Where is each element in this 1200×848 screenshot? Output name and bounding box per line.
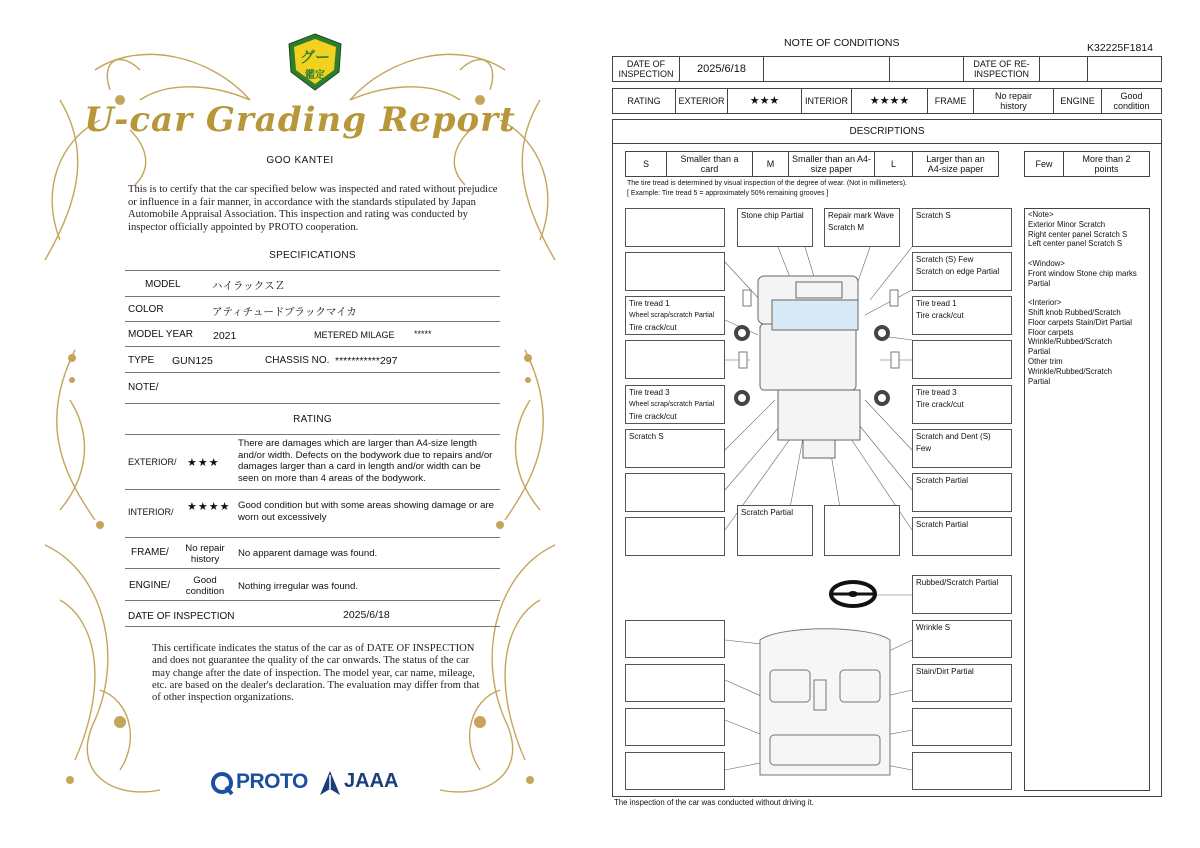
legend-m-desc: Smaller than an A4-size paper bbox=[788, 152, 874, 176]
divider bbox=[125, 626, 500, 627]
note-line: Partial bbox=[1028, 347, 1051, 357]
condition-box bbox=[625, 752, 725, 790]
condition-text: Wheel scrap/scratch Partial bbox=[629, 401, 715, 408]
exterior-label: EXTERIOR/ bbox=[128, 457, 177, 467]
tread-note-2: [ Example: Tire tread 5 = approximately 50% remaining grooves ] bbox=[627, 190, 829, 197]
divider bbox=[125, 346, 500, 347]
metered-mileage-label: METERED MILAGE bbox=[314, 330, 395, 340]
condition-box-front-right-tire bbox=[912, 296, 1012, 335]
divider bbox=[125, 296, 500, 297]
divider bbox=[125, 537, 500, 538]
note-line: Other trim bbox=[1028, 356, 1063, 366]
condition-box-scratch-dent bbox=[912, 429, 1012, 468]
note-line: Left center panel Scratch S bbox=[1028, 239, 1123, 249]
condition-box-scratch bbox=[912, 208, 1012, 247]
engine-value: Good condition bbox=[1101, 89, 1161, 113]
condition-text: Wrinkle S bbox=[916, 623, 951, 632]
note-line: <Note> bbox=[1028, 210, 1054, 219]
condition-text: Wheel scrap/scratch Partial bbox=[629, 312, 715, 319]
condition-box bbox=[625, 208, 725, 247]
condition-text: Scratch Partial bbox=[916, 520, 969, 529]
condition-box bbox=[625, 340, 725, 379]
reference-number: K32225F1814 bbox=[1087, 42, 1153, 54]
divider bbox=[125, 489, 500, 490]
note-line: Right center panel Scratch S bbox=[1028, 229, 1128, 239]
condition-text: Scratch and Dent (S) Few bbox=[916, 432, 991, 453]
condition-box-left-scratch bbox=[625, 429, 725, 468]
condition-text: Scratch on edge Partial bbox=[916, 267, 1000, 276]
engine-value: Good condition bbox=[185, 575, 225, 597]
exterior-stars: ★★★ bbox=[727, 89, 801, 113]
color-label: COLOR bbox=[128, 304, 164, 315]
condition-text: Scratch M bbox=[828, 223, 865, 232]
condition-box-scratch-few bbox=[912, 252, 1012, 291]
frame-value: No repair history bbox=[973, 89, 1053, 113]
model-year-value: 2021 bbox=[213, 330, 237, 342]
interior-stars: ★★★★ bbox=[851, 89, 927, 113]
condition-text: Scratch Partial bbox=[741, 508, 794, 517]
model-year-label: MODEL YEAR bbox=[128, 329, 194, 340]
note-of-conditions bbox=[600, 0, 1200, 848]
legend-l-desc: Larger than an A4-size paper bbox=[912, 152, 998, 176]
engine-label: ENGINE/ bbox=[129, 580, 171, 591]
condition-text: Stain/Dirt Partial bbox=[916, 667, 974, 676]
condition-text: Scratch (S) Few bbox=[916, 255, 974, 264]
condition-box-rear-scratch bbox=[737, 505, 813, 556]
engine-label: ENGINE bbox=[1053, 89, 1101, 113]
rating-heading: RATING bbox=[293, 414, 332, 425]
condition-text: Rubbed/Scratch Partial bbox=[916, 578, 999, 587]
note-line: <Interior> bbox=[1028, 298, 1062, 308]
note-line: Floor carpets Stain/Dirt Partial bbox=[1028, 317, 1132, 327]
divider bbox=[125, 568, 500, 569]
tread-note-1: The tire tread is determined by visual inspection of the degree of wear. (Not in millimeters). bbox=[627, 180, 908, 187]
svg-text:グー: グー bbox=[299, 48, 331, 66]
legend-l: L bbox=[874, 152, 912, 176]
metered-mileage-value: ***** bbox=[414, 329, 432, 339]
proto-logo: PROTO bbox=[236, 770, 308, 793]
date-of-inspection-value: 2025/6/18 bbox=[679, 57, 763, 81]
chassis-value: ***********297 bbox=[335, 355, 398, 367]
jaaa-logo-icon bbox=[318, 769, 342, 797]
condition-box-stain bbox=[912, 664, 1012, 702]
steering-wheel-icon bbox=[831, 582, 875, 606]
condition-text: Tire crack/cut bbox=[916, 311, 964, 320]
condition-box bbox=[824, 505, 900, 556]
engine-description: Nothing irregular was found. bbox=[238, 581, 358, 592]
exterior-description: There are damages which are larger than A4-size length and/or width. Defects on the bodywork due to repairs and/or damages larger than a card in length and/or width can be seen on more than 4 areas of the bodywork. bbox=[238, 438, 493, 484]
condition-text: Tire tread 3 bbox=[629, 388, 670, 397]
notes-list bbox=[1028, 210, 1148, 386]
exterior-stars: ★★★ bbox=[187, 457, 220, 469]
conditions-title: NOTE OF CONDITIONS bbox=[784, 37, 900, 49]
svg-text:鑑定: 鑑定 bbox=[305, 70, 325, 81]
note-line: Shift knob Rubbed/Scratch bbox=[1028, 307, 1121, 317]
frame-description: No apparent damage was found. bbox=[238, 548, 378, 559]
note-line: Front window Stone chip marks bbox=[1028, 268, 1137, 278]
note-line: Floor carpets bbox=[1028, 327, 1074, 337]
certificate-footer-text: This certificate indicates the status of the car as of DATE OF INSPECTION and does not guarantee the quality of the car onwards. The status of the car may change after the date of inspection. The model year, car name, mileage, etc. are based on the dealer's declaration. The evaluation may differ from that of other inspection organizations. bbox=[152, 643, 480, 704]
date-of-inspection-label: DATE OF INSPECTION bbox=[618, 59, 674, 79]
legend-s: S bbox=[642, 159, 649, 169]
condition-text: Scratch S bbox=[916, 211, 951, 220]
note-line bbox=[1028, 288, 1148, 298]
divider bbox=[125, 372, 500, 373]
condition-box-rear-right-tire bbox=[912, 385, 1012, 424]
condition-text: Tire tread 3 bbox=[916, 388, 957, 397]
divider bbox=[125, 403, 500, 404]
condition-box-rear-left-tire bbox=[625, 385, 725, 424]
model-label: MODEL bbox=[145, 279, 181, 290]
note-line: Exterior Minor Scratch bbox=[1028, 219, 1106, 229]
frame-label: FRAME bbox=[927, 89, 973, 113]
condition-box bbox=[912, 708, 1012, 746]
proto-logo-icon bbox=[210, 771, 236, 797]
condition-box-front-left-tire bbox=[625, 296, 725, 335]
condition-box-scratch-partial bbox=[912, 473, 1012, 512]
note-line: Partial bbox=[1028, 278, 1051, 288]
condition-text: Tire tread 1 bbox=[629, 299, 670, 308]
legend-few: Few bbox=[1035, 159, 1053, 169]
condition-box bbox=[625, 252, 725, 291]
divider bbox=[125, 321, 500, 322]
condition-text: Scratch Partial bbox=[916, 476, 969, 485]
goo-kantei-badge-icon bbox=[286, 32, 344, 92]
condition-text: Stone chip Partial bbox=[741, 211, 804, 220]
color-value: アティチュードブラックマイカ bbox=[212, 306, 357, 318]
legend-few-desc: More than 2 points bbox=[1063, 152, 1149, 176]
interior-stars: ★★★★ bbox=[187, 501, 231, 513]
condition-box bbox=[625, 517, 725, 556]
condition-box-scratch-partial-2 bbox=[912, 517, 1012, 556]
divider bbox=[125, 600, 500, 601]
date-of-reinspection-label: DATE OF RE-INSPECTION bbox=[963, 57, 1039, 81]
interior-label: INTERIOR/ bbox=[128, 507, 174, 517]
frame-value: No repair history bbox=[185, 543, 225, 565]
type-label: TYPE bbox=[128, 355, 155, 366]
date-of-inspection-value: 2025/6/18 bbox=[343, 609, 390, 621]
chassis-label: CHASSIS NO. bbox=[265, 355, 330, 366]
report-subtitle: GOO KANTEI bbox=[266, 155, 334, 166]
condition-box-wrinkle bbox=[912, 620, 1012, 658]
interior-description: Good condition but with some areas showing damage or are worn out excessively bbox=[238, 500, 494, 523]
note-line: Partial bbox=[1028, 376, 1051, 386]
date-of-inspection-label: DATE OF INSPECTION bbox=[128, 611, 235, 622]
condition-text: Tire tread 1 bbox=[916, 299, 957, 308]
specifications-heading: SPECIFICATIONS bbox=[269, 250, 356, 261]
jaaa-logo: JAAA bbox=[344, 770, 399, 792]
interior-label: INTERIOR bbox=[801, 89, 851, 113]
descriptions-heading: DESCRIPTIONS bbox=[612, 119, 1162, 144]
condition-text: Scratch S bbox=[629, 432, 664, 441]
rating-label: RATING bbox=[627, 96, 661, 106]
condition-text: Tire crack/cut bbox=[629, 412, 677, 421]
condition-text: Tire crack/cut bbox=[916, 400, 964, 409]
note-line: Wrinkle/Rubbed/Scratch bbox=[1028, 366, 1112, 376]
frame-label: FRAME/ bbox=[131, 547, 169, 558]
condition-box bbox=[625, 708, 725, 746]
divider bbox=[125, 270, 500, 271]
type-value: GUN125 bbox=[172, 355, 213, 367]
legend-m: M bbox=[752, 152, 788, 176]
condition-text: Repair mark Wave bbox=[828, 211, 894, 220]
condition-box bbox=[912, 752, 1012, 790]
conditions-footer: The inspection of the car was conducted without driving it. bbox=[614, 798, 814, 807]
report-title: U-car Grading Report bbox=[84, 100, 516, 140]
condition-box-stone-chip bbox=[737, 208, 813, 247]
condition-box bbox=[912, 340, 1012, 379]
note-label: NOTE/ bbox=[128, 382, 159, 393]
condition-text: Tire crack/cut bbox=[629, 323, 677, 332]
divider bbox=[125, 434, 500, 435]
note-line: Wrinkle/Rubbed/Scratch bbox=[1028, 337, 1112, 347]
note-line: <Window> bbox=[1028, 258, 1065, 268]
condition-box bbox=[625, 664, 725, 702]
note-line bbox=[1028, 249, 1148, 259]
legend-s-desc: Smaller than a card bbox=[666, 152, 752, 176]
exterior-label: EXTERIOR bbox=[675, 89, 727, 113]
condition-box bbox=[625, 620, 725, 658]
condition-box-rubbed bbox=[912, 575, 1012, 614]
condition-box-repair-mark bbox=[824, 208, 900, 247]
model-value: ハイラックスＺ bbox=[212, 280, 286, 292]
condition-box bbox=[625, 473, 725, 512]
certification-text: This is to certify that the car specified below was inspected and rated without prejudice or influence in a fair manner, in accordance with the standards stipulated by Japan Automobile Appraisal Association. This inspection and rating was conducted by inspector officially appointed by PROTO cooperation. bbox=[128, 184, 498, 233]
